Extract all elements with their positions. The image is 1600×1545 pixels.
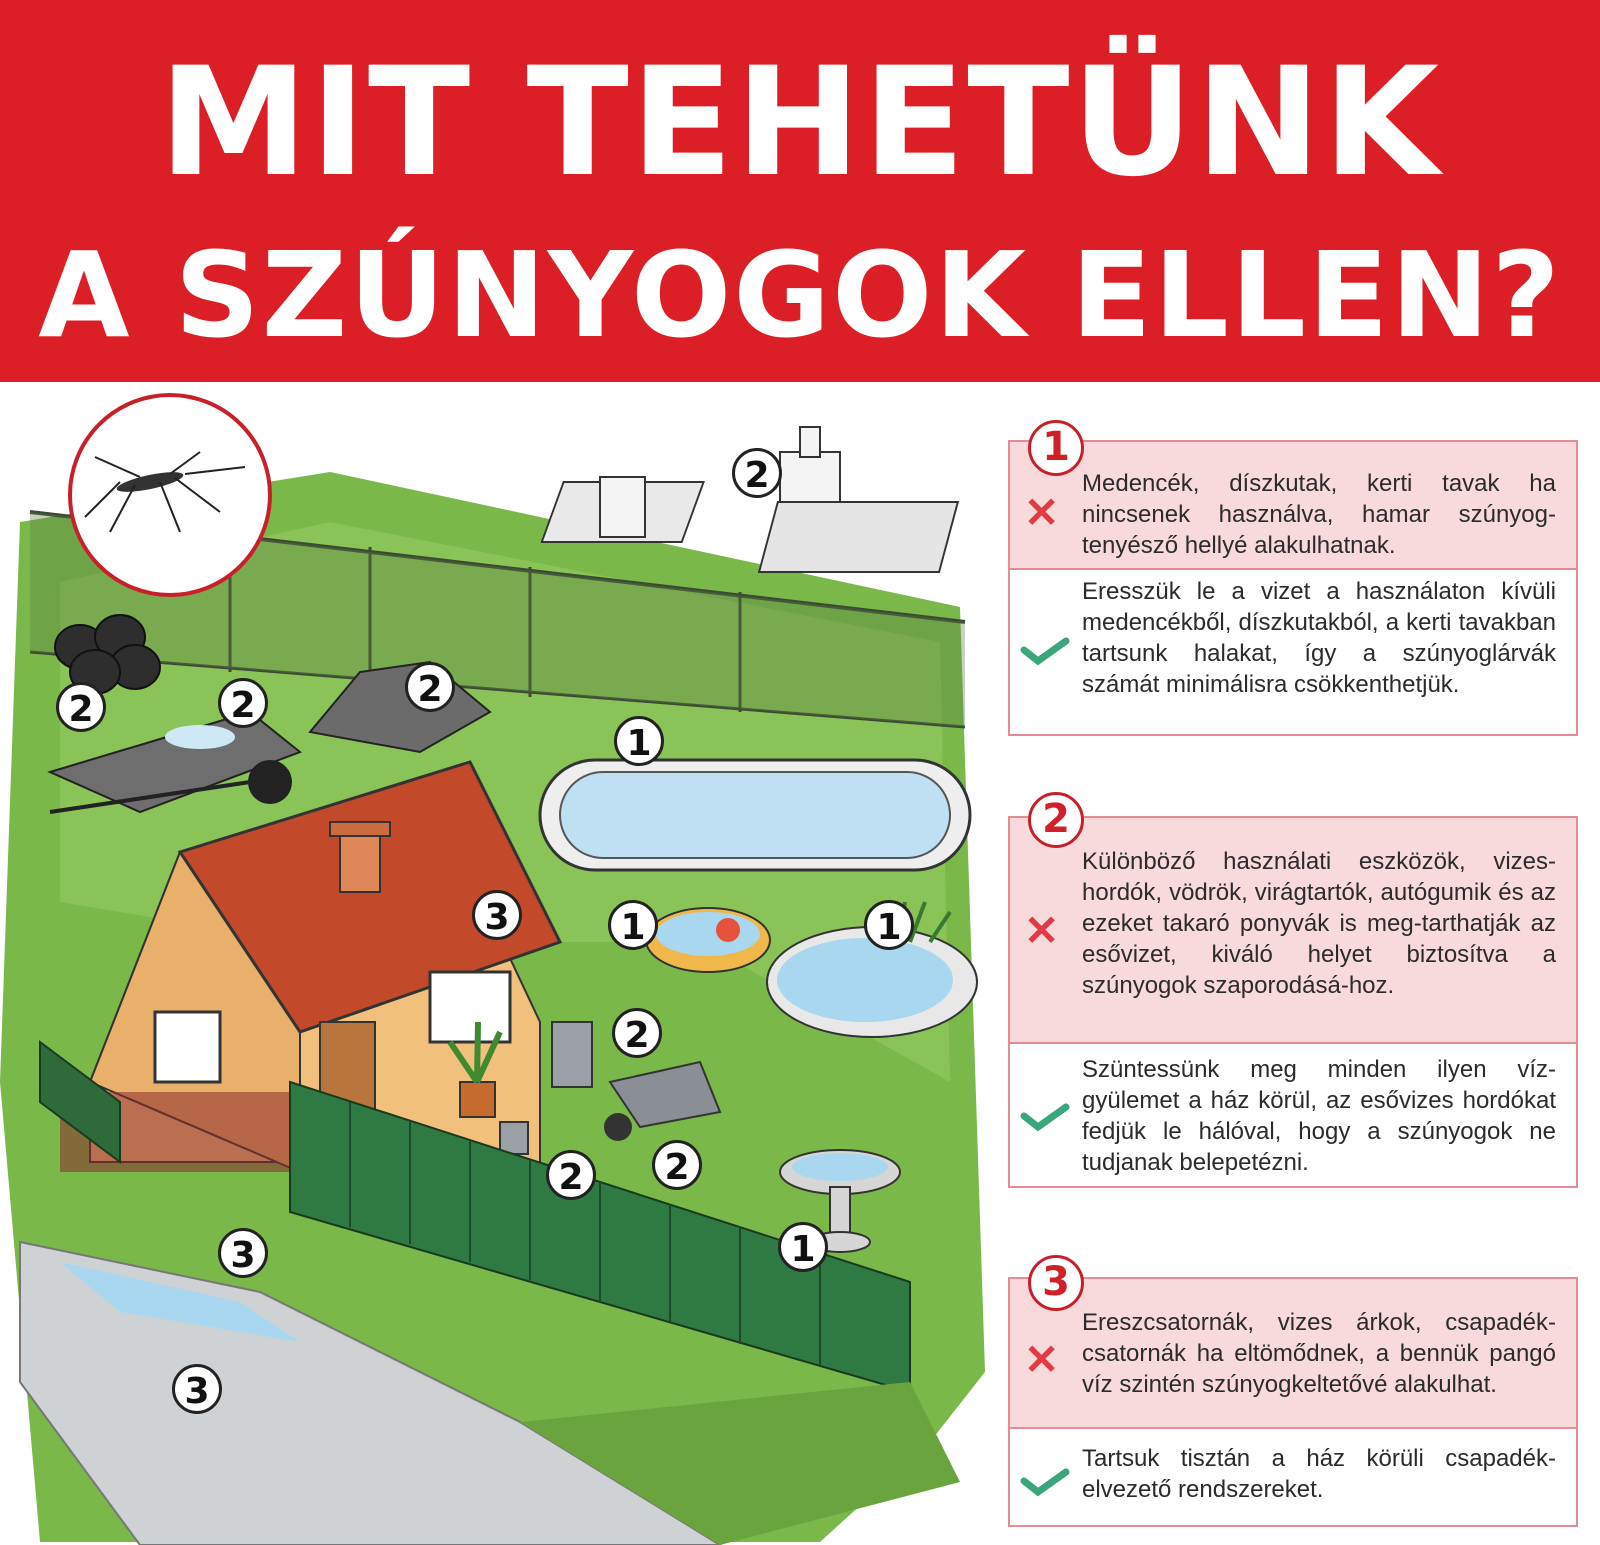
section-2-bad-text: Különböző használati eszközök, vizes-hordók, vödrök, virágtartók, autógumik és az ezeket takaró ponyvák is meg-tarthatják az esővizet, kiváló helyet biztosítva a szúnyogok szaporodásá-hoz. [1082, 848, 1556, 999]
section-3-good-box [1008, 1427, 1578, 1527]
title-line-2: A SZÚNYOGOK ELLEN? [38, 226, 1562, 364]
title-line-1: MIT TEHETÜNK [158, 36, 1442, 210]
marker-2-boat: 2 [218, 678, 268, 728]
section-3-number: 3 [1028, 1255, 1084, 1311]
check-icon [1020, 1467, 1070, 1497]
section-2-bad-box [1008, 816, 1578, 1044]
section-1-bad-box [1008, 440, 1578, 570]
x-icon: ✕ [1024, 489, 1060, 536]
section-3 [1008, 1255, 1580, 1530]
check-icon [1020, 636, 1070, 666]
section-3-bad-box [1008, 1277, 1578, 1429]
marker-1-bird-bath: 1 [778, 1222, 828, 1272]
marker-2-tyres: 2 [56, 682, 106, 732]
title-banner [0, 0, 1600, 382]
section-2-good-text: Szüntessünk meg minden ilyen víz-gyülemet a ház körül, az esővizes hordókat fedjük le hálóval, hogy a szúnyogok ne tudjanak belepetézni. [1082, 1056, 1556, 1176]
section-3-bad-text: Ereszcsatornák, vizes árkok, csapadék-csatornák ha eltömődnek, a bennük pangó víz szintén szúnyogkeltetővé alakulhat. [1082, 1309, 1556, 1398]
marker-2-barrel: 2 [612, 1008, 662, 1058]
section-2-good-box [1008, 1042, 1578, 1188]
marker-2-watering-can: 2 [546, 1150, 596, 1200]
water-barrel [552, 1022, 592, 1087]
section-1-good-text: Eresszük le a vizet a használaton kívüli medencékből, díszkutakból, a kerti tavakban tartsunk halakat, így a szúnyoglárvák számát minimálisra csökkenthetjük. [1082, 578, 1556, 698]
swimming-pool [540, 760, 970, 870]
section-2 [1008, 792, 1580, 1192]
x-icon: ✕ [1024, 907, 1060, 954]
marker-2-tarp: 2 [405, 662, 455, 712]
marker-3-drain: 3 [172, 1364, 222, 1414]
garden-illustration [0, 382, 1000, 1545]
marker-1-pool: 1 [614, 716, 664, 766]
section-1 [1008, 420, 1580, 740]
section-1-good-box [1008, 568, 1578, 736]
section-3-good-text: Tartsuk tisztán a ház körüli csapadék-elvezető rendszereket. [1082, 1445, 1556, 1503]
marker-1-pond: 1 [864, 900, 914, 950]
section-1-number: 1 [1028, 420, 1084, 476]
section-2-number: 2 [1028, 792, 1084, 848]
x-icon: ✕ [1024, 1336, 1060, 1383]
watering-can [500, 1122, 528, 1154]
marker-3-roof: 3 [472, 890, 522, 940]
marker-1-kiddie-pool: 1 [608, 900, 658, 950]
check-icon [1020, 1102, 1070, 1132]
mosquito-icon [70, 395, 270, 595]
marker-2-graves: 2 [732, 448, 782, 498]
marker-3-ditch: 3 [218, 1228, 268, 1278]
marker-2-wheelbarrow: 2 [652, 1140, 702, 1190]
section-1-bad-text: Medencék, díszkutak, kerti tavak ha nincsenek használva, hamar szúnyog-tenyésző hellyé alakulhatnak. [1082, 470, 1556, 559]
kiddie-pool [646, 908, 770, 972]
